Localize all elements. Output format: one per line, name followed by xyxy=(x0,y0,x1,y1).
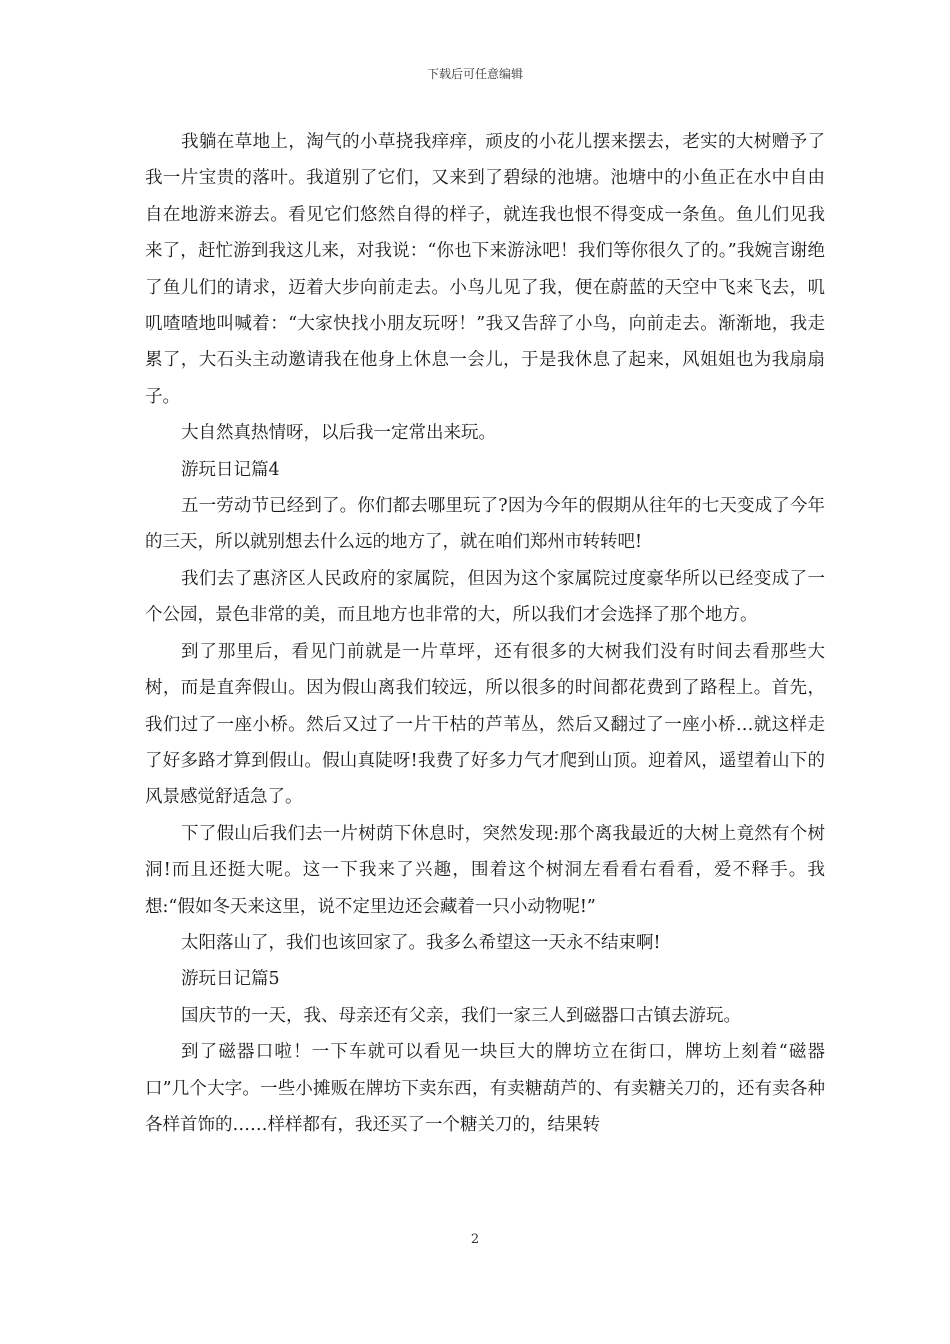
document-body xyxy=(145,124,825,1143)
section-heading: 游玩日记篇4 xyxy=(181,459,280,480)
paragraph: 太阳落山了，我们也该回家了。我多么希望这一天永不结束啊! xyxy=(181,932,661,953)
section-heading: 游玩日记篇5 xyxy=(181,969,280,990)
page-header: 下载后可任意编辑 xyxy=(426,67,523,81)
paragraph: 五一劳动节已经到了。你们都去哪里玩了?因为今年的假期从往年的七天变成了今年的三天，所以就别想去什么远的地方了，就在咱们郑州市转转吧! xyxy=(145,496,825,553)
paragraph: 下了假山后我们去一片树荫下休息时，突然发现:那个离我最近的大树上竟然有个树洞!而且还挺大呢。这一下我来了兴趣，围着这个树洞左看看右看看，爱不释手。我想:“假如冬天来这里，说不定里边还会藏着一只小动物呢!” xyxy=(145,823,825,917)
paragraph: 大自然真热情呀，以后我一定常出来玩。 xyxy=(181,423,496,444)
paragraph: 我们去了惠济区人民政府的家属院，但因为这个家属院过度豪华所以已经变成了一个公园，景色非常的美，而且地方也非常的大，所以我们才会选择了那个地方。 xyxy=(145,568,825,626)
page-number: 2 xyxy=(470,1232,480,1247)
paragraph: 我躺在草地上，淘气的小草挠我痒痒，顽皮的小花儿摆来摆去，老实的大树赠予了我一片宝贵的落叶。我道别了它们，又来到了碧绿的池塘。池塘中的小鱼正在水中自由自在地游来游去。看见它们悠然自得的样子，就连我也恨不得变成一条鱼。鱼儿们见我来了，赶忙游到我这儿来，对我说：“你也下来游泳吧！我们等你很久了的。”我婉言谢绝了鱼儿们的请求，迈着大步向前走去。小鸟儿见了我，便在蔚蓝的天空中飞来飞去，叽叽喳喳地叫喊着：“大家快找小朋友玩呀！”我又告辞了小鸟，向前走去。渐渐地，我走累了，大石头主动邀请我在他身上休息一会儿，于是我休息了起来，风姐姐也为我扇扇子。 xyxy=(145,132,825,407)
paragraph: 到了磁器口啦！一下车就可以看见一块巨大的牌坊立在街口，牌坊上刻着“磁器口”几个大字。一些小摊贩在牌坊下卖东西，有卖糖葫芦的、有卖糖关刀的，还有卖各种各样首饰的……样样都有，我还买了一个糖关刀的，结果转 xyxy=(145,1042,825,1135)
paragraph: 国庆节的一天，我、母亲还有父亲，我们一家三人到磁器口古镇去游玩。 xyxy=(181,1005,741,1026)
paragraph: 到了那里后，看见门前就是一片草坪，还有很多的大树我们没有时间去看那些大树，而是直奔假山。因为假山离我们较远，所以很多的时间都花费到了路程上。首先，我们过了一座小桥。然后又过了一片干枯的芦苇丛，然后又翻过了一座小桥…就这样走了好多路才算到假山。假山真陡呀!我费了好多力气才爬到山顶。迎着风，遥望着山下的风景感觉舒适急了。 xyxy=(145,641,825,808)
